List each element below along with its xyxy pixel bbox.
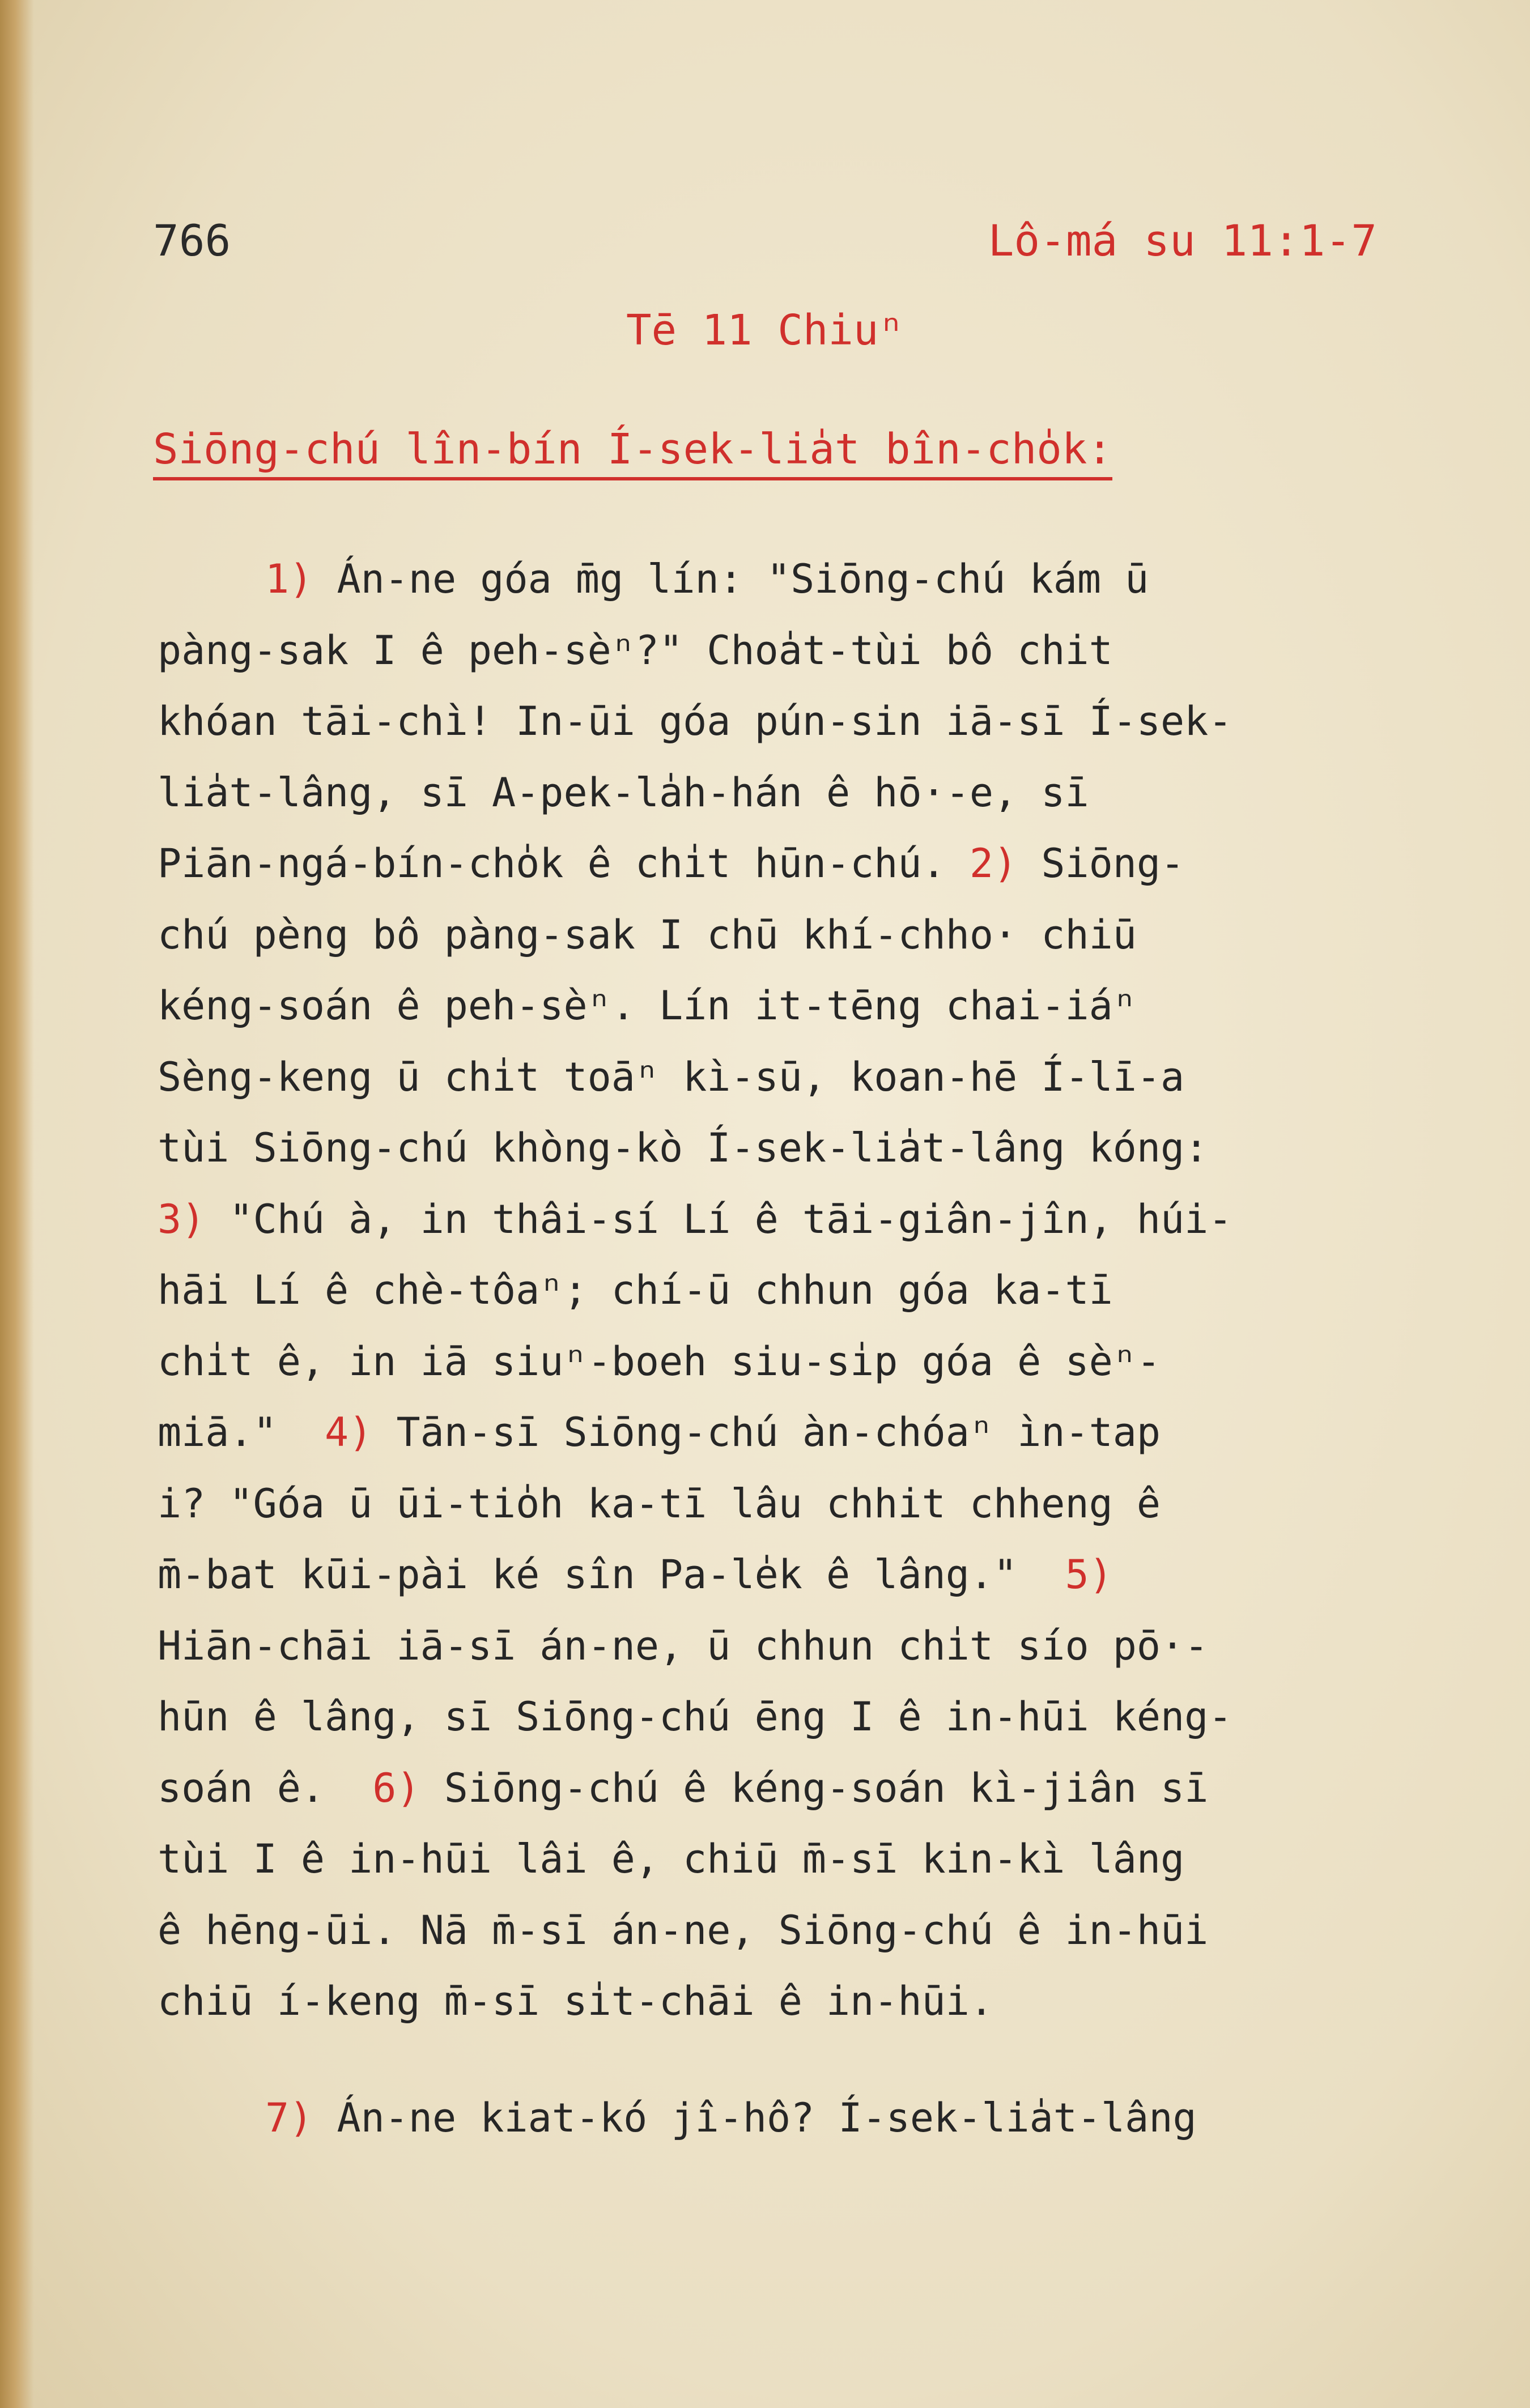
text-line: khóan tāi-chì! In-ūi góa pún-sin iā-sī Í-sek- xyxy=(158,698,1232,744)
text-line: tùi Siōng-chú khòng-kò Í-sek-lia̍t-lâng kóng: xyxy=(158,1125,1209,1171)
page-number: 766 xyxy=(153,215,231,266)
chapter-title: Tē 11 Chiuⁿ xyxy=(626,306,904,355)
line-text: "Chú à, in thâi-sí Lí ê tāi-giân-jîn, húi- xyxy=(205,1196,1232,1243)
page-header xyxy=(153,215,1377,266)
text-line: chiū í-keng m̄-sī si̍t-chāi ê in-hūi. xyxy=(158,1978,994,2024)
line-text: m̄-bat kūi-pài ké sîn Pa-le̍k ê lâng." xyxy=(158,1551,1065,1598)
text-line xyxy=(158,2083,1455,2154)
paragraph-gap xyxy=(158,2037,1455,2083)
text-line xyxy=(158,828,1455,900)
line-text: Siōng-chú ê kéng-soán kì-jiân sī xyxy=(420,1764,1209,1811)
verse-number: 4) xyxy=(325,1409,373,1456)
text-line xyxy=(158,544,1455,615)
verse-number: 1) xyxy=(265,556,313,602)
verse-number: 2) xyxy=(969,840,1018,887)
text-line: chú pèng bô pàng-sak I chū khí-chho· chiū xyxy=(158,911,1137,958)
section-heading: Siōng-chú lîn-bín Í-sek-lia̍t bîn-cho̍k: xyxy=(153,425,1112,480)
line-text: Án-ne kiat-kó jî-hô? Í-sek-lia̍t-lâng xyxy=(313,2094,1197,2141)
text-line xyxy=(158,1753,1455,1824)
text-line: hāi Lí ê chè-tôaⁿ; chí-ū chhun góa ka-tī xyxy=(158,1267,1113,1313)
verse-number: 7) xyxy=(265,2094,313,2141)
line-text: soán ê. xyxy=(158,1764,373,1811)
text-line: tùi I ê in-hūi lâi ê, chiū m̄-sī kin-kì lâng xyxy=(158,1836,1185,1882)
text-line: Hiān-chāi iā-sī án-ne, ū chhun chi̍t sío pō·- xyxy=(158,1622,1209,1669)
text-line: hūn ê lâng, sī Siōng-chú ēng I ê in-hūi kéng- xyxy=(158,1694,1232,1740)
text-line xyxy=(158,1184,1455,1256)
text-line xyxy=(158,1397,1455,1469)
text-line xyxy=(158,1539,1455,1611)
verse-number: 5) xyxy=(1065,1551,1113,1598)
text-line: i? "Góa ū ūi-tio̍h ka-tī lâu chhit chheng ê xyxy=(158,1480,1161,1527)
page-spine-shadow xyxy=(0,0,34,2408)
line-text: Tān-sī Siōng-chú àn-chóaⁿ ìn-tap xyxy=(372,1409,1161,1456)
text-line: kéng-soán ê peh-sèⁿ. Lín it-tēng chai-iáⁿ xyxy=(158,982,1137,1029)
line-text: Siōng- xyxy=(1017,840,1185,887)
text-line: pàng-sak I ê peh-sèⁿ?" Choa̍t-tùi bô chit xyxy=(158,627,1113,674)
text-line: ê hēng-ūi. Nā m̄-sī án-ne, Siōng-chú ê in-hūi xyxy=(158,1907,1209,1954)
line-text: Án-ne góa m̄g lín: "Siōng-chú kám ū xyxy=(313,556,1149,602)
verse-number: 3) xyxy=(158,1196,206,1243)
verse-number: 6) xyxy=(372,1764,420,1811)
text-line: Sèng-keng ū chi̍t toāⁿ kì-sū, koan-hē Í-lī-a xyxy=(158,1053,1185,1100)
body-text xyxy=(158,544,1455,2154)
line-text: miā." xyxy=(158,1409,325,1456)
running-head: Lô-má su 11:1-7 xyxy=(988,215,1377,266)
text-line: chi̍t ê, in iā siuⁿ-boeh siu-si̍p góa ê sèⁿ- xyxy=(158,1338,1161,1385)
text-line: lia̍t-lâng, sī A-pek-la̍h-hán ê hō·-e, sī xyxy=(158,769,1089,816)
line-text: Piān-ngá-bín-cho̍k ê chi̍t hūn-chú. xyxy=(158,840,970,887)
